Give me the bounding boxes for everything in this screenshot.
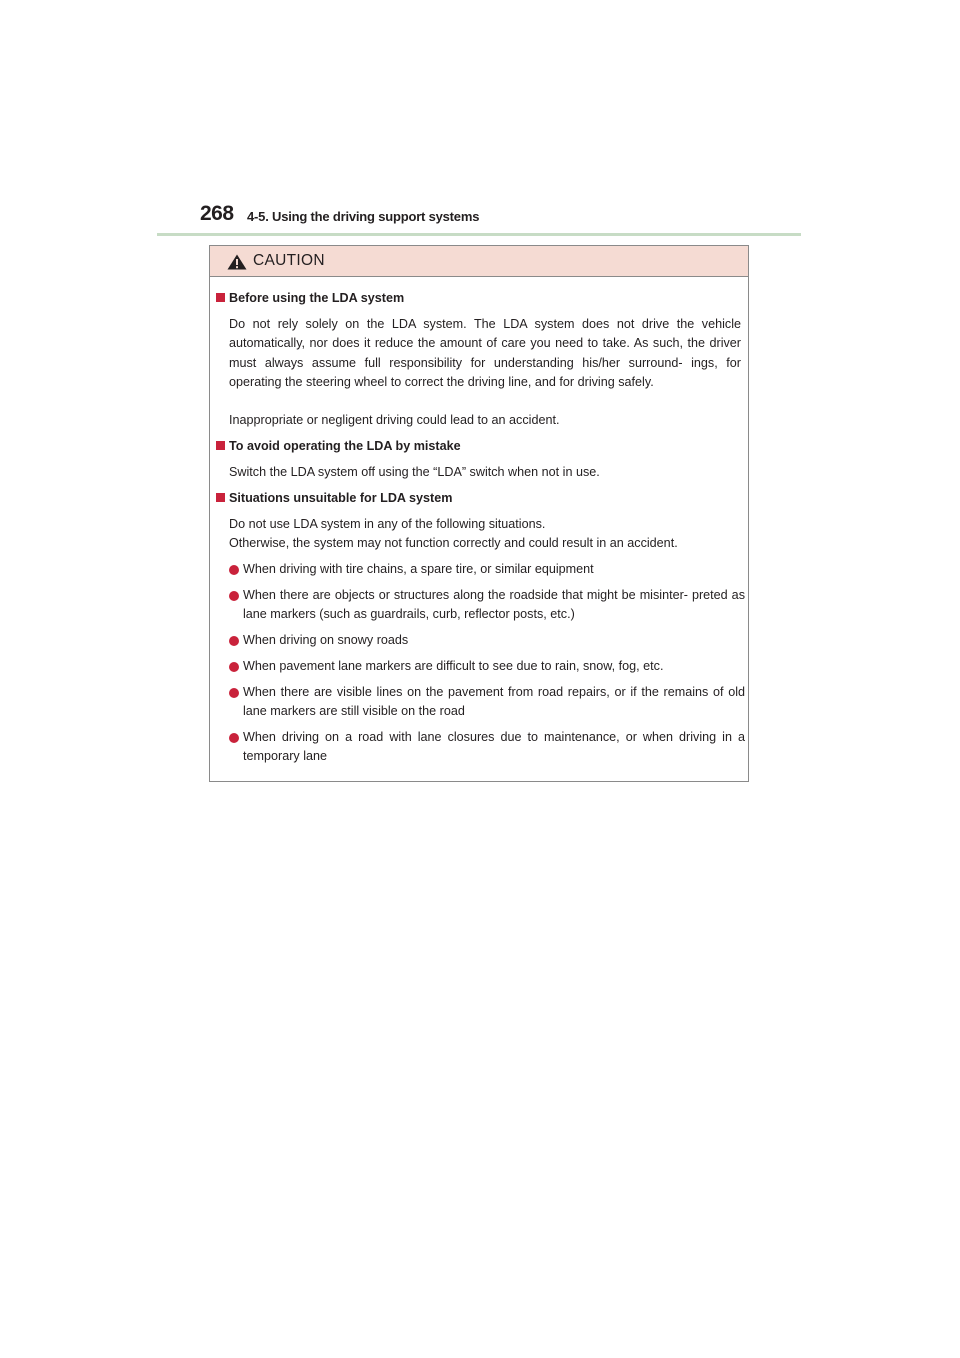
warning-triangle-icon	[227, 254, 247, 270]
paragraph: Do not rely solely on the LDA system. The LDA system does not drive the vehicle automatically, nor does it reduce the amount of care you need to take. As such, the driver must always assume full responsibility for understanding his/her surround- ings, for operating the steering wheel to correct the driving line, and for driving safely.	[229, 317, 741, 389]
section-heading: Situations unsuitable for LDA system	[216, 489, 452, 508]
paragraph: Inappropriate or negligent driving could lead to an accident.	[229, 413, 560, 427]
page-header	[200, 202, 800, 232]
square-bullet-icon	[216, 493, 225, 502]
caution-header	[210, 246, 748, 277]
list-item: When there are objects or structures along the roadside that might be misinter- preted as lane markers (such as guardrails, curb, reflector posts, etc.)	[229, 586, 745, 625]
section-title: 4-5. Using the driving support systems	[247, 209, 480, 224]
section-heading: Before using the LDA system	[216, 289, 404, 308]
page-number: 268	[200, 202, 234, 225]
paragraph: Do not use LDA system in any of the following situations.	[229, 517, 546, 531]
round-bullet-icon	[229, 733, 239, 743]
round-bullet-icon	[229, 636, 239, 646]
list-item: When driving with tire chains, a spare tire, or similar equipment	[229, 560, 745, 579]
caution-label: CAUTION	[253, 252, 325, 269]
round-bullet-icon	[229, 662, 239, 672]
list-item: When pavement lane markers are difficult to see due to rain, snow, fog, etc.	[229, 657, 745, 676]
round-bullet-icon	[229, 565, 239, 575]
list-item: When there are visible lines on the pavement from road repairs, or if the remains of old lane markers are still visible on the road	[229, 683, 745, 722]
paragraph: Switch the LDA system off using the “LDA” switch when not in use.	[229, 465, 600, 479]
list-item: When driving on snowy roads	[229, 631, 745, 650]
round-bullet-icon	[229, 591, 239, 601]
square-bullet-icon	[216, 293, 225, 302]
header-rule	[157, 233, 801, 236]
round-bullet-icon	[229, 688, 239, 698]
list-item: When driving on a road with lane closures due to maintenance, or when driving in a temporary lane	[229, 728, 745, 767]
square-bullet-icon	[216, 441, 225, 450]
paragraph: Otherwise, the system may not function correctly and could result in an accident.	[229, 536, 678, 550]
caution-box	[209, 245, 749, 782]
section-heading: To avoid operating the LDA by mistake	[216, 437, 461, 456]
